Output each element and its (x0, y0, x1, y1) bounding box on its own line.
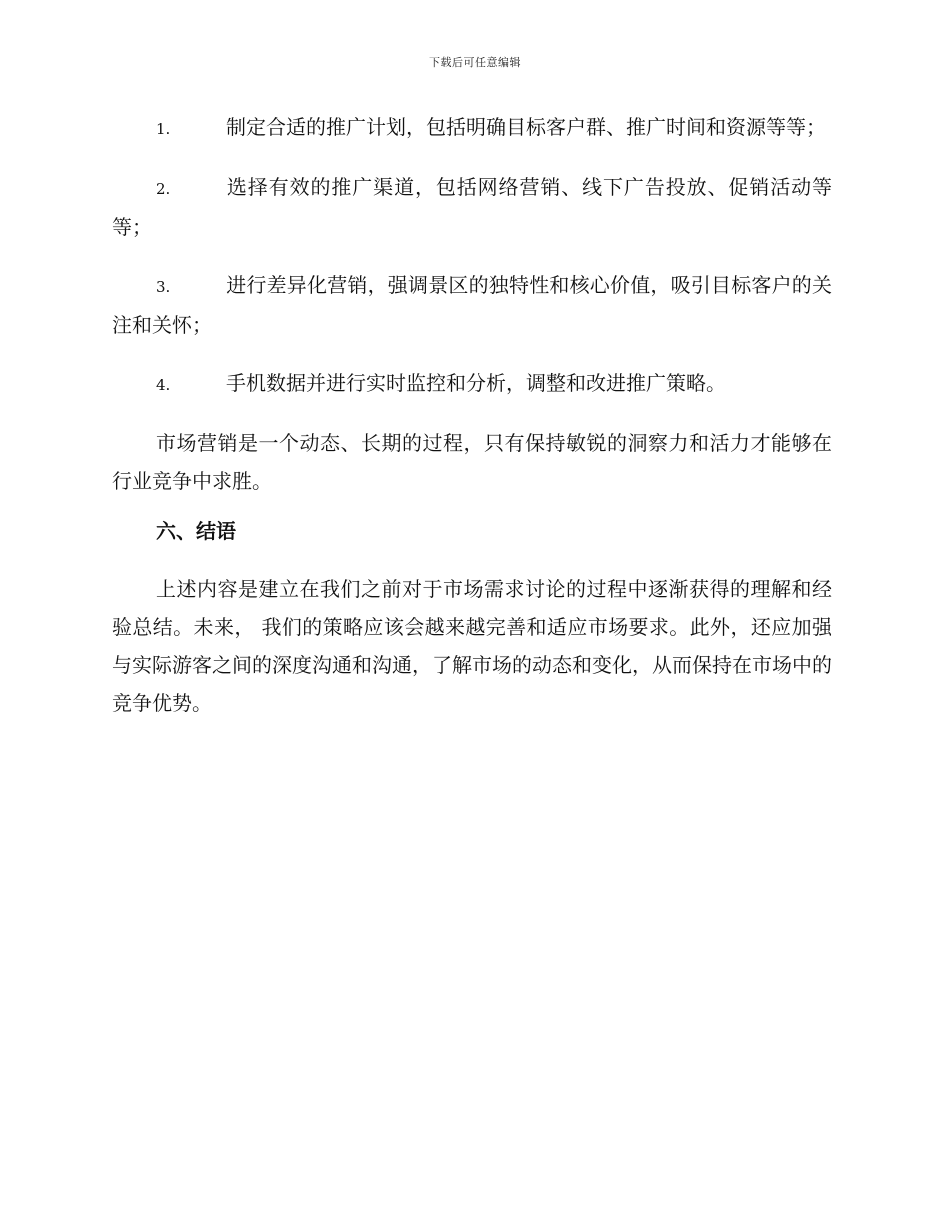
list-item-text: 进行差异化营销，强调景区的独特性和核心价值，吸引目标客户的关注和关怀； (112, 273, 832, 337)
list-item-text: 选择有效的推广渠道，包括网络营销、线下广告投放、促销活动等等； (112, 175, 832, 239)
list-item (112, 168, 832, 246)
header-note: 下载后可任意编辑 (429, 56, 521, 69)
list-item-number: 1. (156, 120, 171, 138)
list-item-text: 手机数据并进行实时监控和分析，调整和改进推广策略。 (226, 371, 726, 395)
list-item-number: 2. (156, 180, 171, 198)
document-body (112, 108, 832, 734)
list-item-number: 3. (156, 278, 171, 296)
conclusion-paragraph: 上述内容是建立在我们之前对于市场需求讨论的过程中逐渐获得的理解和经验总结。未来， 我们的策略应该会越来越完善和适应市场要求。此外，还应加强与实际游客之间的深度沟通和沟通，了解市场的动态和变化，从而保持在市场中的竞争优势。 (112, 577, 832, 715)
list-item-text: 制定合适的推广计划，包括明确目标客户群、推广时间和资源等等； (226, 115, 826, 139)
list-item-number: 4. (156, 376, 171, 394)
list-item (112, 266, 832, 344)
list-item (112, 364, 832, 404)
market-paragraph: 市场营销是一个动态、长期的过程，只有保持敏锐的洞察力和活力才能够在行业竞争中求胜。 (112, 431, 832, 493)
section-heading: 六、结语 (156, 519, 236, 543)
list-item (112, 108, 832, 148)
